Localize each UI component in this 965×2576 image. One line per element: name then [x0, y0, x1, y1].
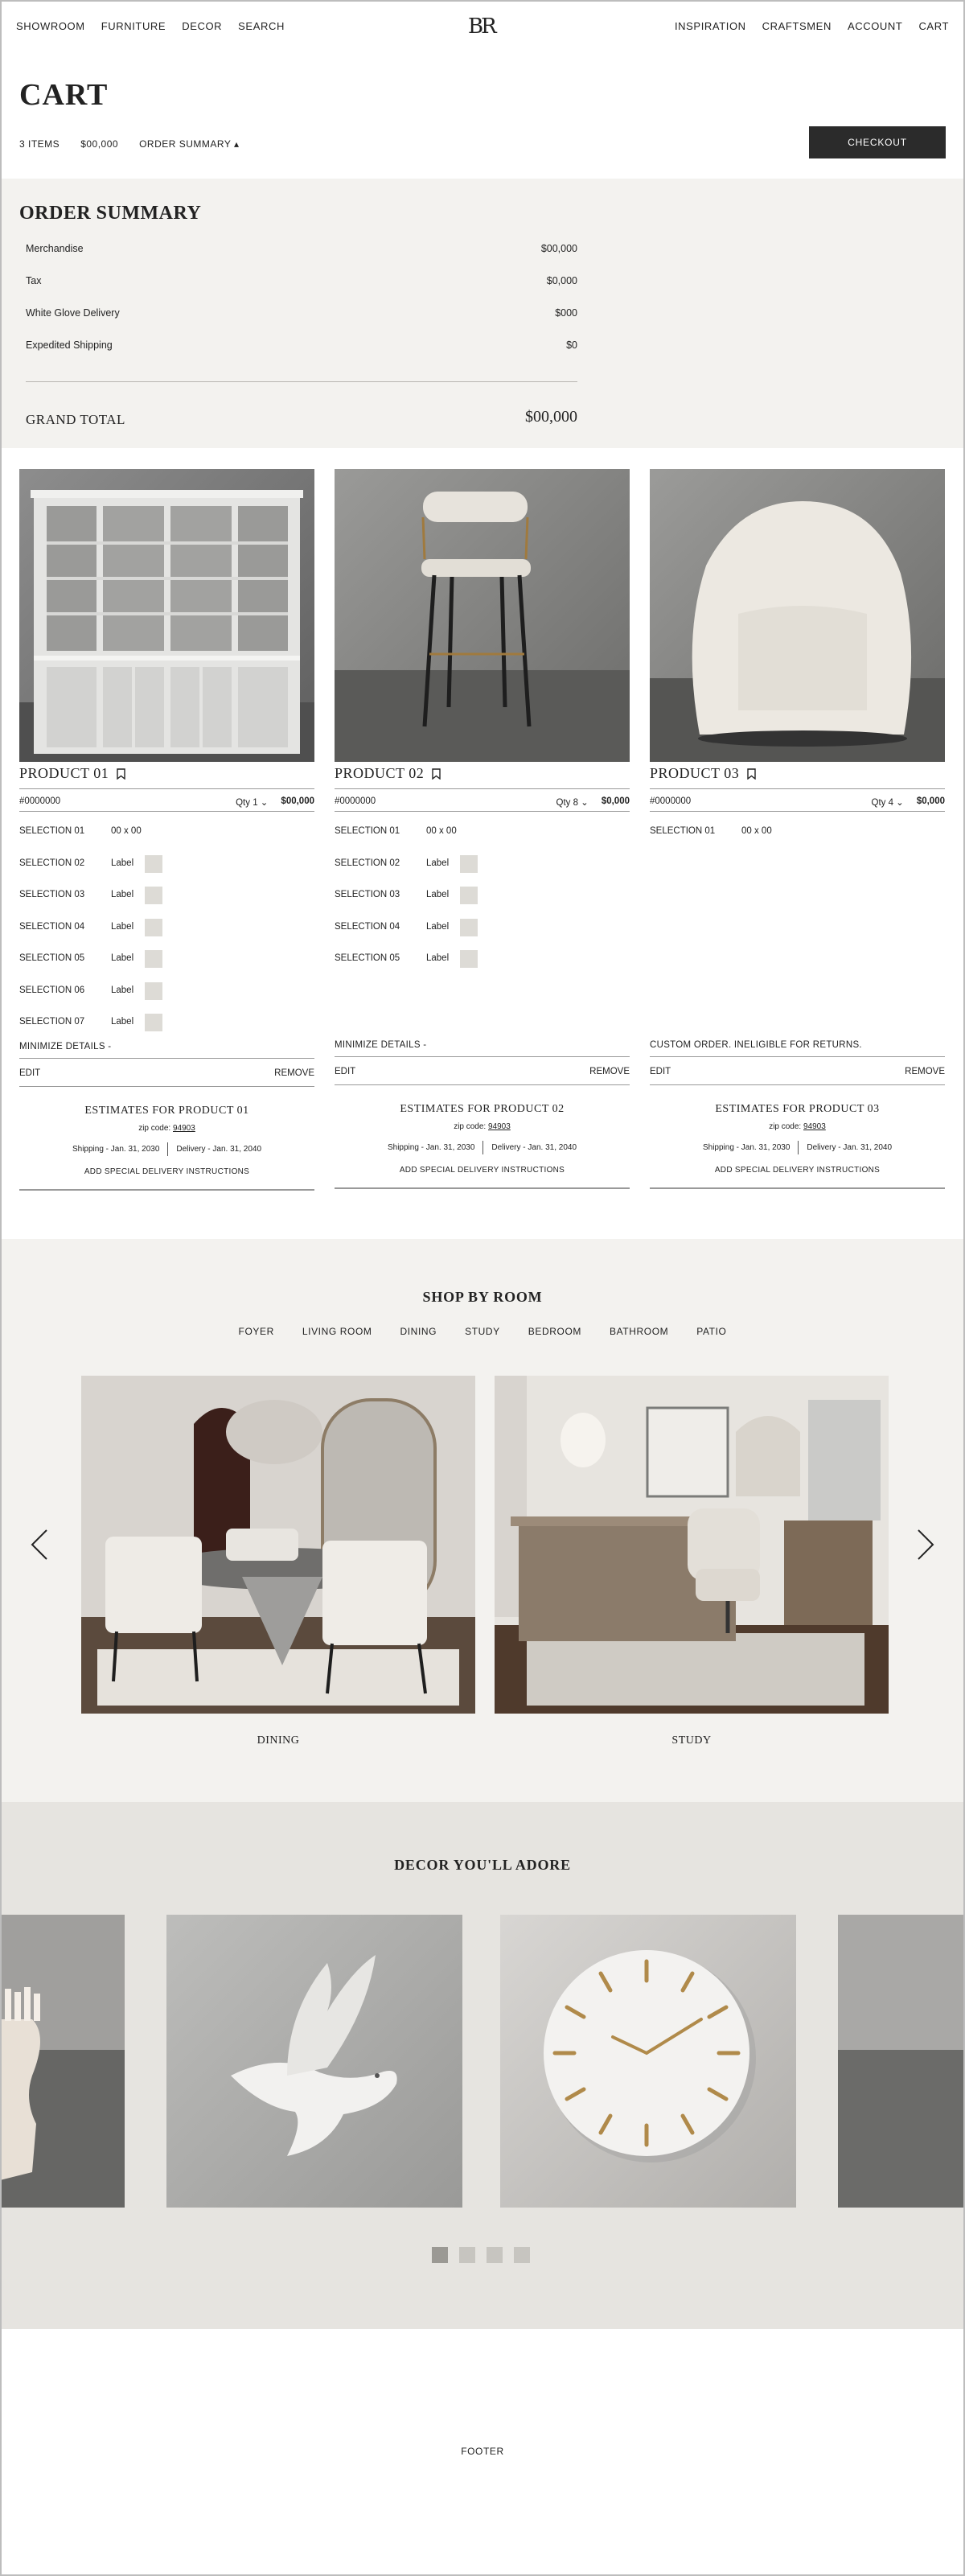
summary-row: [26, 243, 577, 275]
summary-row-value: $0,000: [546, 275, 577, 286]
divider: [650, 788, 945, 789]
nav-cart-link[interactable]: CART: [918, 20, 949, 32]
edit-button[interactable]: EDIT: [19, 1068, 41, 1078]
carousel-dot[interactable]: [487, 2247, 503, 2263]
carousel-dot[interactable]: [459, 2247, 475, 2263]
footer: FOOTER: [461, 2446, 504, 2457]
zip-code-line: [19, 1124, 314, 1133]
estimate-dates: [650, 1141, 945, 1154]
nav-craftsmen-link[interactable]: CRAFTSMEN: [762, 20, 832, 32]
selection-swatch[interactable]: [145, 919, 162, 936]
minimize-details-toggle[interactable]: MINIMIZE DETAILS -: [19, 1042, 314, 1059]
nav-account-link[interactable]: ACCOUNT: [847, 20, 903, 32]
top-nav: [0, 0, 965, 51]
selection-swatch[interactable]: [145, 950, 162, 968]
zip-code-link[interactable]: 94903: [488, 1122, 511, 1131]
summary-row-label: Tax: [26, 275, 42, 286]
grand-total-label: GRAND TOTAL: [26, 412, 125, 427]
divider: [335, 788, 630, 789]
selection-name: SELECTION 01: [650, 826, 716, 836]
minimize-details-toggle[interactable]: MINIMIZE DETAILS -: [335, 1040, 630, 1057]
product-sku-row: [335, 796, 630, 808]
zip-label: zip code:: [769, 1122, 802, 1131]
selection-label: Label: [111, 1017, 134, 1027]
selection-list: [335, 826, 630, 986]
selection-label: Label: [426, 953, 450, 963]
nav-furniture-link[interactable]: FURNITURE: [101, 20, 166, 32]
edit-remove-row: [650, 1057, 945, 1085]
edit-remove-row: [19, 1059, 314, 1087]
divider: [19, 788, 314, 789]
room-card-dining-label[interactable]: DINING: [257, 1734, 300, 1747]
selection-row: [19, 953, 314, 986]
selection-row: [19, 826, 314, 858]
nav-right: [675, 20, 949, 32]
decor-item-clock-image[interactable]: [500, 1915, 796, 2208]
summary-divider: [26, 381, 577, 382]
zip-label: zip code:: [454, 1122, 487, 1131]
section-title: SHOP BY ROOM: [422, 1289, 543, 1305]
product-title-row: [650, 765, 756, 782]
product-sku: #0000000: [19, 796, 61, 806]
selection-label: Label: [426, 921, 450, 932]
tab-study[interactable]: STUDY: [465, 1326, 500, 1337]
tab-living-room[interactable]: LIVING ROOM: [302, 1326, 372, 1337]
product-price: $0,000: [601, 796, 630, 806]
grand-total-value: $00,000: [525, 408, 577, 426]
selection-swatch[interactable]: [460, 950, 478, 968]
shop-by-room: [0, 1239, 965, 1802]
selection-value: 00 x 00: [426, 826, 457, 836]
summary-row-value: $0: [566, 339, 577, 351]
zip-code-link[interactable]: 94903: [803, 1122, 826, 1131]
summary-row: [26, 339, 577, 372]
estimates-title: ESTIMATES FOR PRODUCT 01: [84, 1105, 249, 1117]
selection-list: [19, 826, 314, 1049]
page-title: CART: [19, 78, 109, 112]
bookmark-icon[interactable]: [747, 768, 756, 780]
selection-row: [335, 826, 630, 858]
summary-row: [26, 275, 577, 307]
selection-label: Label: [111, 985, 134, 995]
product-image-bookcase[interactable]: [19, 469, 314, 762]
quantity-select[interactable]: Qty 8 ⌄: [556, 798, 589, 808]
selection-name: SELECTION 05: [335, 953, 400, 963]
nav-showroom-link[interactable]: SHOWROOM: [16, 20, 85, 32]
selection-swatch[interactable]: [460, 855, 478, 873]
tab-dining[interactable]: DINING: [400, 1326, 437, 1337]
delivery-estimates: [335, 1085, 630, 1189]
brand-logo[interactable]: BR: [468, 14, 495, 39]
selection-name: SELECTION 01: [19, 826, 85, 836]
remove-button[interactable]: REMOVE: [274, 1068, 314, 1078]
selection-row: [335, 922, 630, 954]
summary-row-label: Merchandise: [26, 243, 84, 254]
selection-label: Label: [111, 953, 134, 963]
selection-swatch[interactable]: [145, 982, 162, 1000]
carousel-dot[interactable]: [514, 2247, 530, 2263]
selection-swatch[interactable]: [145, 1014, 162, 1031]
remove-button[interactable]: REMOVE: [589, 1067, 630, 1076]
divider: [650, 811, 945, 812]
carousel-prev-arrow[interactable]: [27, 1527, 51, 1562]
zip-label: zip code:: [138, 1124, 171, 1133]
quantity-select[interactable]: Qty 1 ⌄: [236, 798, 269, 808]
summary-row-label: Expedited Shipping: [26, 339, 113, 351]
tab-bathroom[interactable]: BATHROOM: [609, 1326, 669, 1337]
selection-name: SELECTION 04: [335, 921, 400, 932]
product-footer: [19, 1042, 314, 1191]
selection-swatch[interactable]: [145, 855, 162, 873]
section-title: DECOR YOU'LL ADORE: [394, 1857, 571, 1873]
summary-row-value: $000: [555, 307, 577, 319]
edit-button[interactable]: EDIT: [650, 1067, 671, 1076]
selection-name: SELECTION 02: [19, 858, 85, 868]
nav-search-link[interactable]: SEARCH: [238, 20, 285, 32]
shipping-estimate: Shipping - Jan. 31, 2030: [702, 1143, 790, 1152]
decor-item-partial-image[interactable]: [838, 1915, 965, 2208]
product-price: $00,000: [281, 796, 314, 806]
product-footer: [650, 1040, 945, 1189]
product-sku-row: [650, 796, 945, 808]
product-card: [650, 469, 945, 1214]
selection-row: [335, 858, 630, 891]
selection-value: 00 x 00: [741, 826, 772, 836]
selection-row: [19, 986, 314, 1018]
edit-remove-row: [335, 1057, 630, 1085]
selection-label: Label: [111, 890, 134, 899]
product-title[interactable]: PRODUCT 03: [650, 765, 740, 781]
selection-name: SELECTION 01: [335, 826, 400, 836]
product-sku: #0000000: [335, 796, 376, 806]
selection-row: [650, 826, 945, 858]
summary-row-label: White Glove Delivery: [26, 307, 120, 319]
product-sku: #0000000: [650, 796, 692, 806]
shipping-estimate: Shipping - Jan. 31, 2030: [387, 1143, 475, 1152]
order-summary: [0, 179, 965, 448]
selection-label: Label: [426, 858, 450, 868]
selection-swatch[interactable]: [460, 919, 478, 936]
tab-foyer[interactable]: FOYER: [238, 1326, 274, 1337]
selection-label: Label: [426, 890, 450, 899]
remove-button[interactable]: REMOVE: [905, 1067, 945, 1076]
special-instructions-link[interactable]: ADD SPECIAL DELIVERY INSTRUCTIONS: [714, 1166, 881, 1175]
delivery-estimate: Delivery - Jan. 31, 2040: [491, 1143, 577, 1152]
selection-row: [19, 858, 314, 891]
selection-name: SELECTION 07: [19, 1017, 85, 1027]
product-price: $0,000: [916, 796, 945, 806]
selection-swatch[interactable]: [460, 887, 478, 904]
product-title-row: [335, 765, 441, 782]
room-card-dining-image[interactable]: [81, 1376, 475, 1714]
product-sku-row: [19, 796, 314, 808]
product-grid: [19, 469, 946, 1214]
summary-rows: [26, 243, 577, 372]
summary-title: ORDER SUMMARY: [19, 203, 202, 224]
product-card: [335, 469, 630, 1214]
selection-swatch[interactable]: [145, 887, 162, 904]
estimate-dates: [335, 1141, 630, 1154]
nav-inspiration-link[interactable]: INSPIRATION: [674, 20, 746, 32]
carousel-next-arrow[interactable]: [914, 1527, 938, 1562]
order-summary-toggle[interactable]: ORDER SUMMARY ▴: [139, 138, 240, 150]
selection-name: SELECTION 06: [19, 985, 85, 995]
bookmark-icon[interactable]: [117, 768, 125, 780]
return-policy-note: CUSTOM ORDER. INELIGIBLE FOR RETURNS.: [650, 1040, 945, 1057]
selection-name: SELECTION 04: [19, 921, 85, 932]
estimates-title: ESTIMATES FOR PRODUCT 02: [400, 1103, 565, 1115]
zip-code-link[interactable]: 94903: [173, 1124, 195, 1133]
shipping-estimate: Shipping - Jan. 31, 2030: [72, 1145, 160, 1154]
selection-label: Label: [111, 858, 134, 868]
selection-name: SELECTION 03: [19, 890, 85, 899]
divider: [335, 811, 630, 812]
carousel-dots: [432, 2247, 530, 2263]
estimate-dates: [19, 1142, 314, 1156]
bookmark-icon[interactable]: [432, 768, 441, 780]
room-card-study-label[interactable]: STUDY: [671, 1734, 712, 1747]
tab-bedroom[interactable]: BEDROOM: [528, 1326, 581, 1337]
nav-left: [16, 20, 285, 32]
product-card: [19, 469, 314, 1214]
selection-name: SELECTION 03: [335, 890, 400, 899]
cart-total: $00,000: [80, 138, 119, 150]
nav-decor-link[interactable]: DECOR: [182, 20, 223, 32]
zip-code-line: [335, 1122, 630, 1131]
product-image-barstool[interactable]: [335, 469, 630, 762]
quantity-select[interactable]: Qty 4 ⌄: [871, 798, 904, 808]
selection-list: [650, 826, 945, 858]
delivery-estimates: [650, 1085, 945, 1189]
selection-row: [335, 953, 630, 986]
selection-name: SELECTION 02: [335, 858, 400, 868]
selection-label: Label: [111, 921, 134, 932]
selection-row: [335, 890, 630, 922]
decor-item-stool-image[interactable]: [0, 1915, 125, 2208]
summary-row: [26, 307, 577, 339]
selection-row: [19, 922, 314, 954]
product-image-armchair[interactable]: [650, 469, 945, 762]
room-card-study-image[interactable]: [495, 1376, 889, 1714]
decor-carousel: [0, 1802, 965, 2329]
cart-meta: [19, 138, 240, 150]
selection-name: SELECTION 05: [19, 953, 85, 963]
selection-value: 00 x 00: [111, 826, 142, 836]
product-footer: [335, 1040, 630, 1189]
estimates-title: ESTIMATES FOR PRODUCT 03: [715, 1103, 880, 1115]
special-instructions-link[interactable]: ADD SPECIAL DELIVERY INSTRUCTIONS: [84, 1167, 250, 1176]
product-title[interactable]: PRODUCT 01: [19, 765, 109, 781]
summary-row-value: $00,000: [540, 243, 577, 254]
decor-item-bird-image[interactable]: [166, 1915, 462, 2208]
delivery-estimate: Delivery - Jan. 31, 2040: [176, 1145, 262, 1154]
special-instructions-link[interactable]: ADD SPECIAL DELIVERY INSTRUCTIONS: [399, 1166, 565, 1175]
delivery-estimate: Delivery - Jan. 31, 2040: [807, 1143, 893, 1152]
divider: [19, 811, 314, 812]
tab-patio[interactable]: PATIO: [696, 1326, 727, 1337]
product-title-row: [19, 765, 125, 782]
edit-button[interactable]: EDIT: [335, 1067, 356, 1076]
product-title[interactable]: PRODUCT 02: [335, 765, 425, 781]
item-count: 3 ITEMS: [19, 138, 60, 150]
checkout-button[interactable]: CHECKOUT: [809, 126, 946, 158]
carousel-dot[interactable]: [432, 2247, 448, 2263]
delivery-estimates: [19, 1087, 314, 1191]
room-tabs: [0, 1326, 965, 1337]
selection-row: [19, 890, 314, 922]
zip-code-line: [650, 1122, 945, 1131]
